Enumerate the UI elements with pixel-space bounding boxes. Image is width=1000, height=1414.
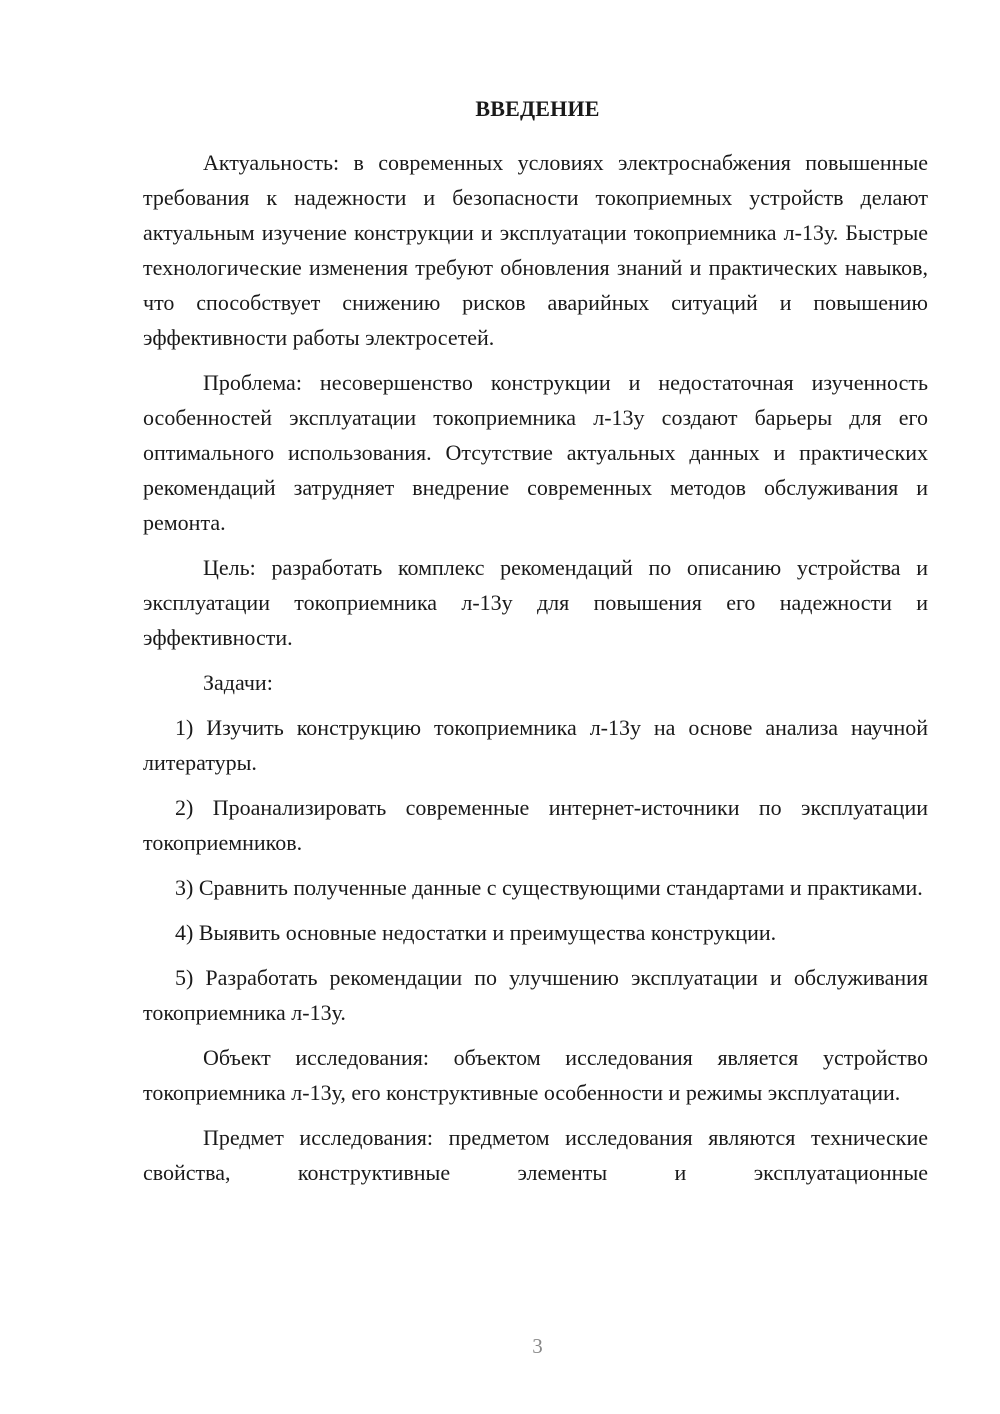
- task-item-1: 1) Изучить конструкцию токоприемника л-13у на основе анализа научной литературы.: [143, 715, 928, 775]
- page-number: 3: [532, 1334, 543, 1358]
- task-item-4: 4) Выявить основные недостатки и преимущества конструкции.: [175, 920, 777, 945]
- body-text: [143, 145, 928, 1190]
- paragraph-problem: Проблема: несовершенство конструкции и недостаточная изученность особенностей эксплуатации токоприемника л-13у создают барьеры для его оптимального использования. Отсутствие актуальных данных и практических рекомендаций затрудняет внедрение современных методов обслуживания и ремонта.: [143, 370, 928, 535]
- task-item-3: 3) Сравнить полученные данные с существующими стандартами и практиками.: [175, 875, 923, 900]
- paragraph-goal: Цель: разработать комплекс рекомендаций по описанию устройства и эксплуатации токоприемника л-13у для повышения его надежности и эффективности.: [143, 555, 928, 650]
- paragraph-relevance: Актуальность: в современных условиях электроснабжения повышенные требования к надежности и безопасности токоприемных устройств делают актуальным изучение конструкции и эксплуатации токоприемника л-13у. Быстрые технологические изменения требуют обновления знаний и практических навыков, что способствует снижению рисков аварийных ситуаций и повышению эффективности работы электросетей.: [143, 150, 928, 350]
- task-item-2: 2) Проанализировать современные интернет-источники по эксплуатации токоприемников.: [143, 795, 928, 855]
- section-heading: ВВЕДЕНИЕ: [475, 96, 600, 121]
- task-item-5: 5) Разработать рекомендации по улучшению эксплуатации и обслуживания токоприемника л-13у.: [143, 965, 928, 1025]
- paragraph-object: Объект исследования: объектом исследования является устройство токоприемника л-13у, его конструктивные особенности и режимы эксплуатации.: [143, 1045, 928, 1105]
- tasks-label: Задачи:: [203, 670, 273, 695]
- paragraph-subject: Предмет исследования: предметом исследования являются технические свойства, конструктивные элементы и эксплуатационные: [143, 1125, 928, 1185]
